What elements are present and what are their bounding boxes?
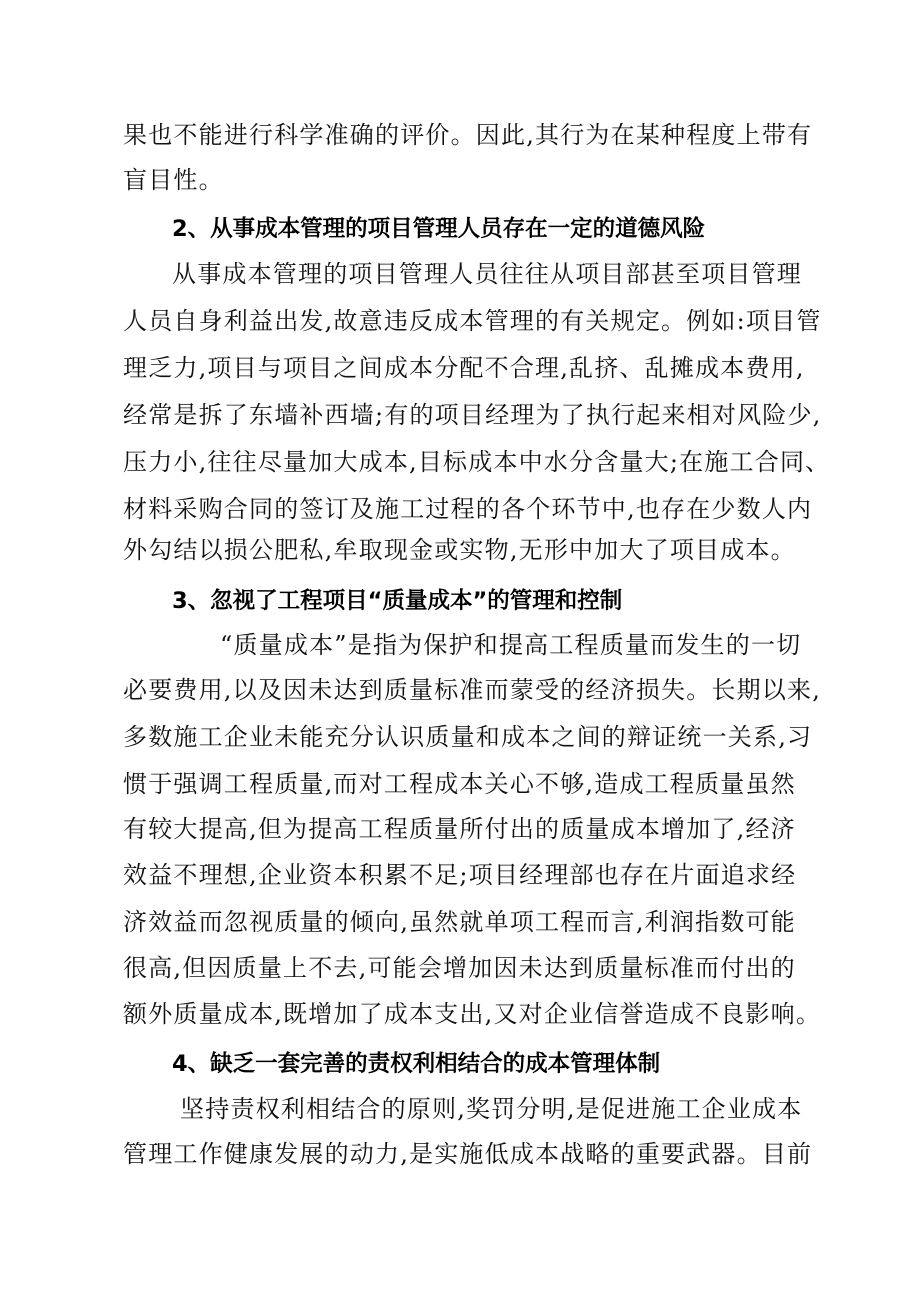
paragraph-3-line-4: 惯于强调工程质量,而对工程成本关心不够,造成工程质量虽然 bbox=[123, 770, 796, 798]
paragraph-3-line-2: 必要费用,以及因未达到质量标准而蒙受的经济损失。长期以来, bbox=[123, 676, 822, 704]
paragraph-2-line-2: 人员自身利益出发,故意违反成本管理的有关规定。例如:项目管 bbox=[123, 307, 822, 335]
paragraph-1-line-2: 盲目性。 bbox=[123, 166, 224, 194]
paragraph-3-line-8: 很高,但因质量上不去,可能会增加因未达到质量标准而付出的 bbox=[123, 954, 796, 982]
paragraph-2-line-3: 理乏力,项目与项目之间成本分配不合理,乱挤、乱摊成本费用, bbox=[123, 354, 805, 382]
paragraph-2-line-5: 压力小,往往尽量加大成本,目标成本中水分含量大;在施工合同、 bbox=[123, 448, 831, 476]
paragraph-4-line-1: 坚持责权利相结合的原则,奖罚分明,是促进施工企业成本 bbox=[180, 1095, 803, 1123]
paragraph-2-line-4: 经常是拆了东墙补西墙;有的项目经理为了执行起来相对风险少, bbox=[123, 401, 822, 429]
paragraph-2-line-1: 从事成本管理的项目管理人员往往从项目部甚至项目管理 bbox=[172, 260, 802, 288]
paragraph-3-line-3: 多数施工企业未能充分认识质量和成本之间的辩证统一关系,习 bbox=[123, 723, 813, 751]
paragraph-2-line-6: 材料采购合同的签订及施工过程的各个环节中,也存在少数人内 bbox=[123, 495, 813, 523]
section-heading-3: 3、忽视了工程项目“质量成本”的管理和控制 bbox=[172, 588, 623, 614]
paragraph-4-line-2: 管理工作健康发展的动力,是实施低成本战略的重要武器。目前 bbox=[123, 1140, 813, 1168]
paragraph-3-line-1: “质量成本”是指为保护和提高工程质量而发生的一切 bbox=[220, 631, 802, 659]
section-heading-4: 4、缺乏一套完善的责权利相结合的成本管理体制 bbox=[172, 1051, 661, 1077]
section-heading-2: 2、从事成本管理的项目管理人员存在一定的道德风险 bbox=[172, 216, 706, 242]
paragraph-3-line-5: 有较大提高,但为提高工程质量所付出的质量成本增加了,经济 bbox=[123, 815, 796, 843]
paragraph-1-line-1: 果也不能进行科学准确的评价。因此,其行为在某种程度上带有 bbox=[123, 121, 813, 149]
paragraph-2-line-7: 外勾结以损公肥私,牟取现金或实物,无形中加大了项目成本。 bbox=[123, 536, 796, 564]
paragraph-3-line-9: 额外质量成本,既增加了成本支出,又对企业信誉造成不良影响。 bbox=[123, 1000, 822, 1028]
paragraph-3-line-6: 效益不理想,企业资本积累不足;项目经理部也存在片面追求经 bbox=[123, 861, 797, 889]
paragraph-3-line-7: 济效益而忽视质量的倾向,虽然就单项工程而言,利润指数可能 bbox=[123, 908, 796, 936]
